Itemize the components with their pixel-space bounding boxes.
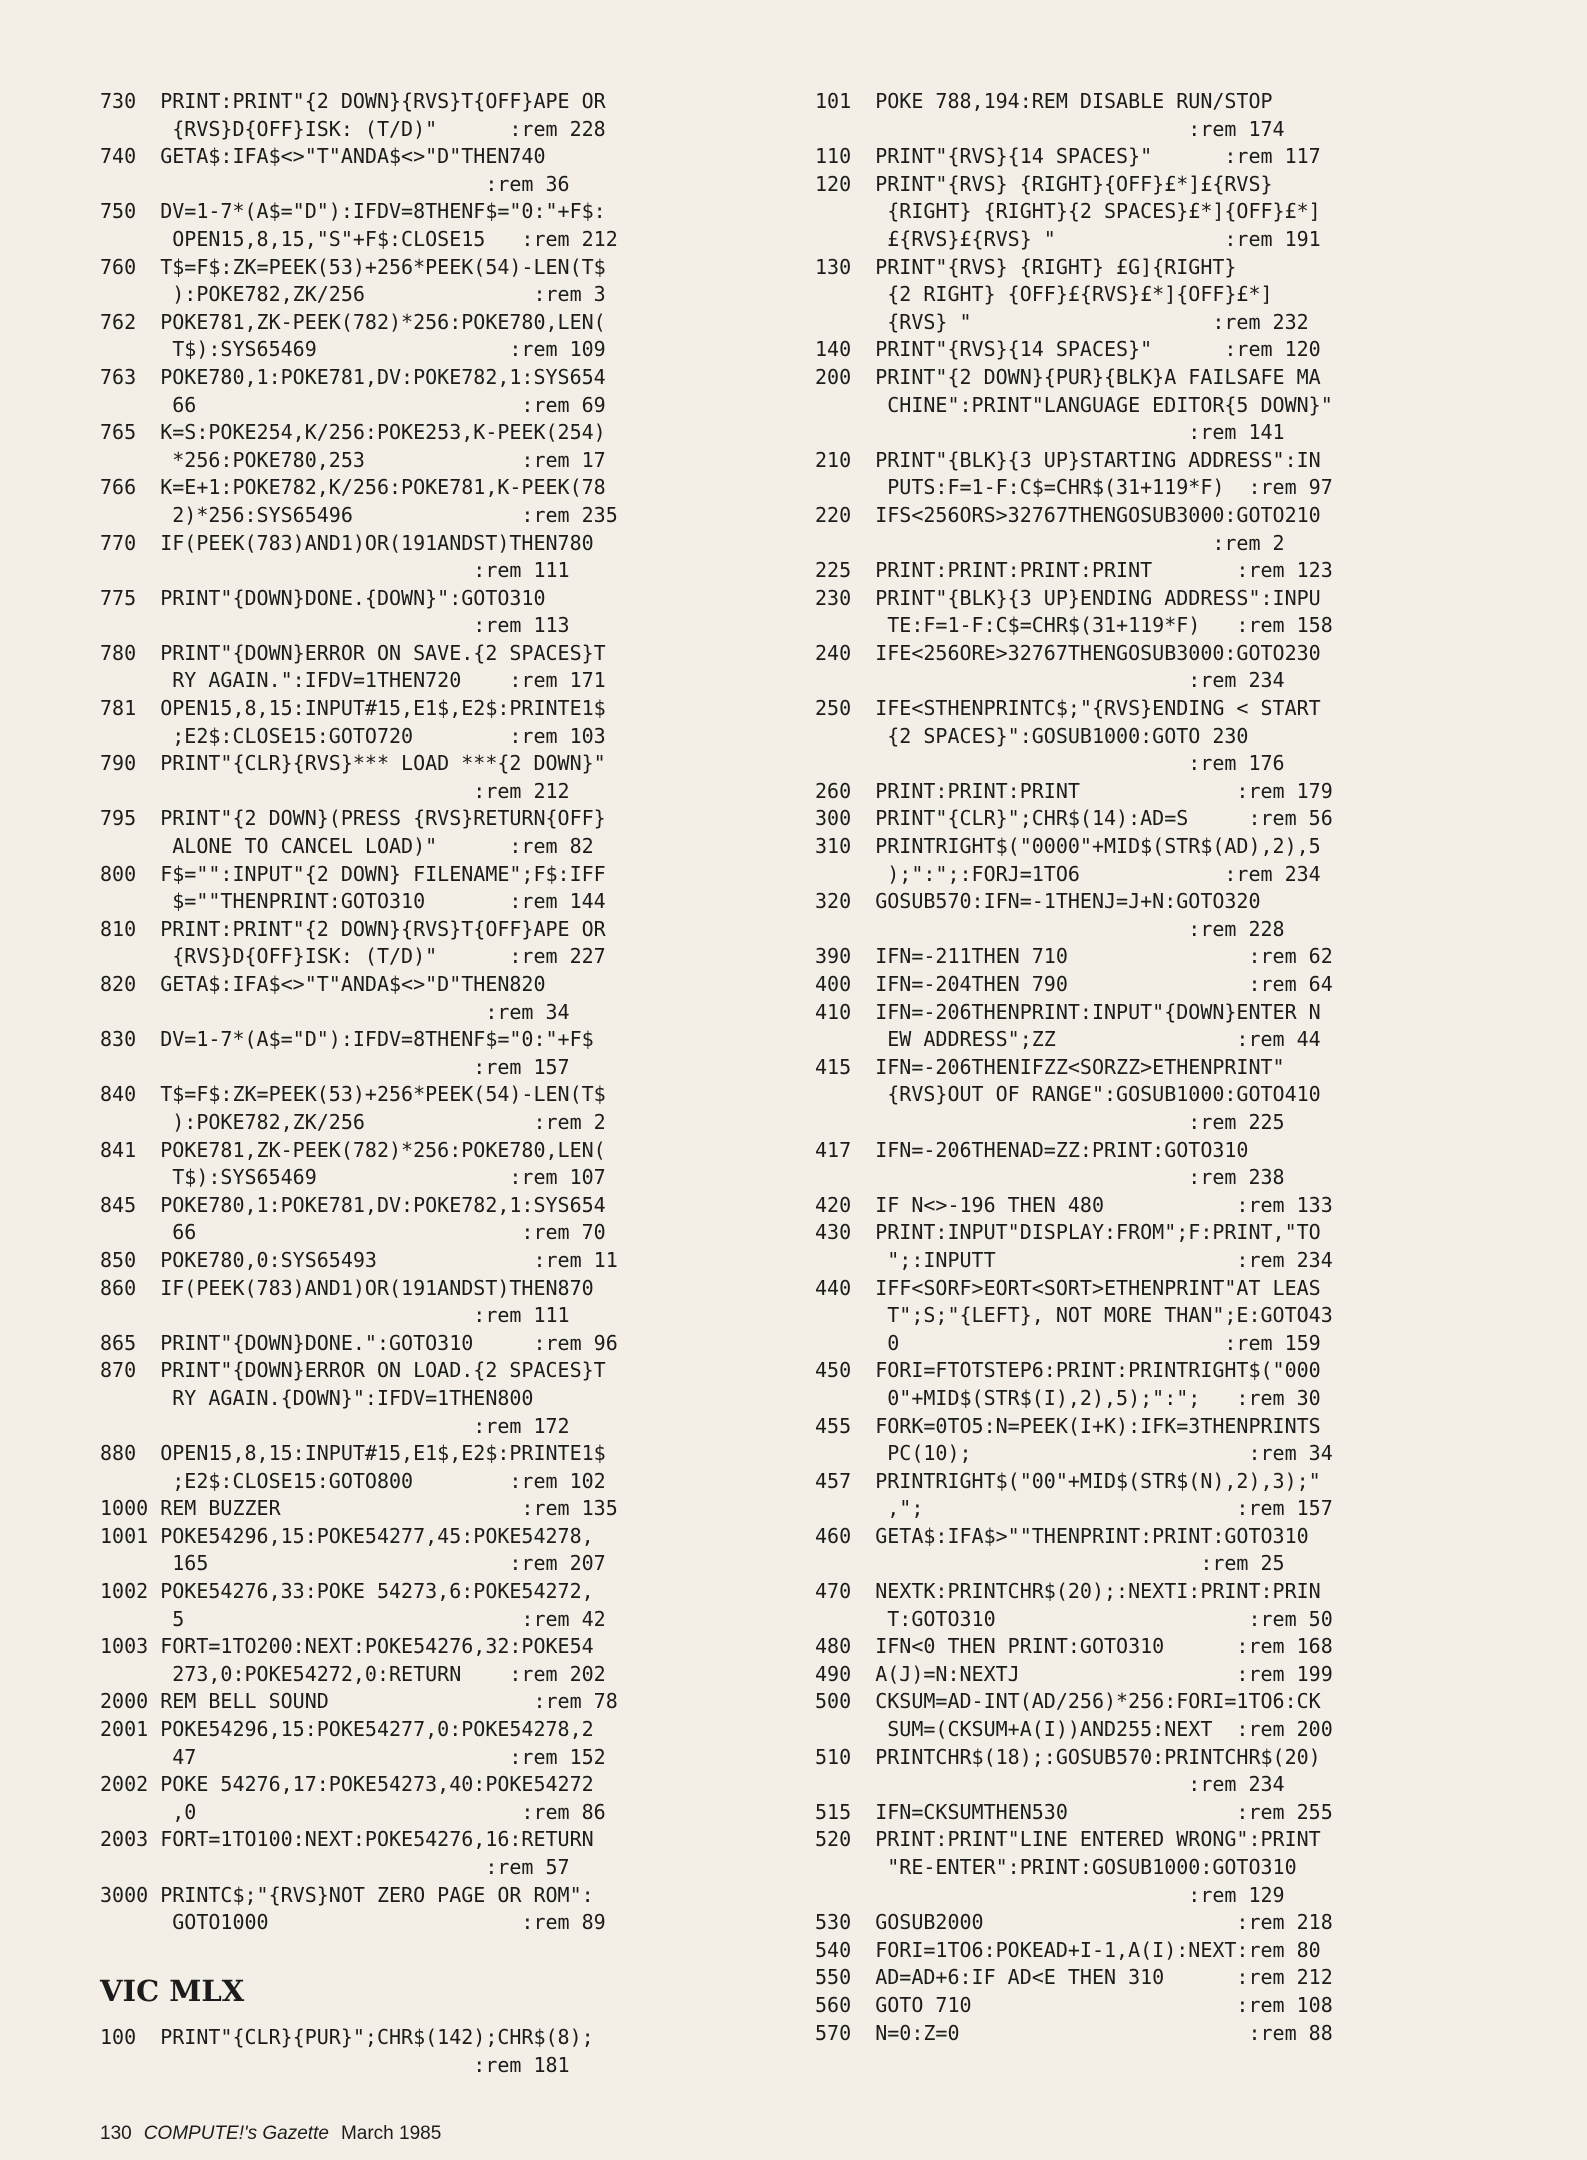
code-line: 550 AD=AD+6:IF AD<E THEN 310 :rem 212 (815, 1965, 1333, 1990)
code-line: 110 PRINT"{RVS}{14 SPACES}" :rem 117 (815, 144, 1321, 169)
code-line: ):POKE782,ZK/256 :rem 3 (100, 282, 606, 307)
vic-mlx-listing (100, 2024, 780, 2079)
code-line: 530 GOSUB2000 :rem 218 (815, 1910, 1333, 1935)
code-line: 300 PRINT"{CLR}";CHR$(14):AD=S :rem 56 (815, 806, 1333, 831)
code-line: 760 T$=F$:ZK=PEEK(53)+256*PEEK(54)-LEN(T$ (100, 254, 606, 279)
code-line: T";S;"{LEFT}, NOT MORE THAN";E:GOTO43 (815, 1303, 1333, 1328)
code-line: 0 :rem 159 (815, 1330, 1321, 1355)
code-line: ";:INPUTT :rem 234 (815, 1247, 1333, 1272)
code-line: 500 CKSUM=AD-INT(AD/256)*256:FORI=1TO6:CK (815, 1689, 1321, 1714)
issue-date: March 1985 (340, 2123, 442, 2144)
code-line: 830 DV=1-7*(A$="D"):IFDV=8THENF$="0:"+F$ (100, 1027, 594, 1052)
section-heading-vic-mlx: VIC MLX (100, 1974, 245, 2008)
code-line: ;E2$:CLOSE15:GOTO800 :rem 102 (100, 1468, 606, 1493)
code-line: 1002 POKE54276,33:POKE 54273,6:POKE54272, (100, 1579, 594, 1604)
code-line: 0"+MID$(STR$(I),2),5);":"; :rem 30 (815, 1385, 1321, 1410)
code-line: 415 IFN=-206THENIFZZ<SORZZ>ETHENPRINT" (815, 1054, 1285, 1079)
code-line: 790 PRINT"{CLR}{RVS}*** LOAD ***{2 DOWN}" (100, 751, 606, 776)
code-line: 2001 POKE54296,15:POKE54277,0:POKE54278,2 (100, 1717, 594, 1742)
code-line: :rem 2 (815, 530, 1285, 555)
code-line: 273,0:POKE54272,0:RETURN :rem 202 (100, 1661, 606, 1686)
code-line: {RVS} " :rem 232 (815, 309, 1309, 334)
code-line: 763 POKE780,1:POKE781,DV:POKE782,1:SYS654 (100, 364, 606, 389)
code-line: T:GOTO310 :rem 50 (815, 1606, 1333, 1631)
code-line: TE:F=1-F:C$=CHR$(31+119*F) :rem 158 (815, 613, 1333, 638)
code-line: :rem 25 (815, 1551, 1285, 1576)
code-line: 470 NEXTK:PRINTCHR$(20);:NEXTI:PRINT:PRIN (815, 1579, 1321, 1604)
code-line: ,0 :rem 86 (100, 1799, 606, 1824)
code-line: :rem 34 (100, 999, 570, 1024)
code-line: 140 PRINT"{RVS}{14 SPACES}" :rem 120 (815, 337, 1321, 362)
code-line: {2 SPACES}":GOSUB1000:GOTO 230 (815, 723, 1249, 748)
code-line: $=""THENPRINT:GOTO310 :rem 144 (100, 889, 606, 914)
code-line: 66 :rem 70 (100, 1220, 606, 1245)
code-line: {RVS}D{OFF}ISK: (T/D)" :rem 228 (100, 116, 606, 141)
code-line: 420 IF N<>-196 THEN 480 :rem 133 (815, 1192, 1333, 1217)
code-line: :rem 111 (100, 1303, 570, 1328)
code-line: 260 PRINT:PRINT:PRINT :rem 179 (815, 778, 1333, 803)
code-line: :rem 181 (100, 2052, 570, 2077)
code-line: 740 GETA$:IFA$<>"T"ANDA$<>"D"THEN740 (100, 144, 546, 169)
code-line: :rem 228 (815, 916, 1285, 941)
code-line: :rem 57 (100, 1855, 570, 1879)
code-line: OPEN15,8,15,"S"+F$:CLOSE15 :rem 212 (100, 226, 618, 251)
code-line: "RE-ENTER":PRINT:GOSUB1000:GOTO310 (815, 1855, 1297, 1879)
code-line: 510 PRINTCHR$(18);:GOSUB570:PRINTCHR$(20) (815, 1744, 1321, 1769)
code-line: 880 OPEN15,8,15:INPUT#15,E1$,E2$:PRINTE1$ (100, 1441, 606, 1466)
code-line: 440 IFF<SORF>EORT<SORT>ETHENPRINT"AT LEAS (815, 1275, 1321, 1300)
code-line: 841 POKE781,ZK-PEEK(782)*256:POKE780,LEN( (100, 1137, 606, 1162)
code-line: 165 :rem 207 (100, 1551, 606, 1576)
code-line: 540 FORI=1TO6:POKEAD+I-1,A(I):NEXT:rem 80 (815, 1937, 1321, 1962)
code-line: :rem 176 (815, 751, 1285, 776)
code-line: *256:POKE780,253 :rem 17 (100, 447, 606, 472)
code-line: 47 :rem 152 (100, 1744, 606, 1769)
code-line: :rem 113 (100, 613, 570, 638)
code-line: 775 PRINT"{DOWN}DONE.{DOWN}":GOTO310 (100, 585, 546, 610)
code-line: 66 :rem 69 (100, 392, 606, 417)
code-line: {RIGHT} {RIGHT}{2 SPACES}£*]{OFF}£*] (815, 199, 1321, 224)
code-line: SUM=(CKSUM+A(I))AND255:NEXT :rem 200 (815, 1717, 1333, 1742)
code-line: 800 F$="":INPUT"{2 DOWN} FILENAME";F$:IFF (100, 861, 606, 886)
code-line: PUTS:F=1-F:C$=CHR$(31+119*F) :rem 97 (815, 475, 1333, 500)
code-line: :rem 212 (100, 778, 570, 803)
code-line: 750 DV=1-7*(A$="D"):IFDV=8THENF$="0:"+F$: (100, 199, 606, 224)
code-line: ,"; :rem 157 (815, 1496, 1333, 1521)
code-line: 240 IFE<256ORE>32767THENGOSUB3000:GOTO230 (815, 640, 1321, 665)
code-line: 310 PRINTRIGHT$("0000"+MID$(STR$(AD),2),5 (815, 834, 1321, 859)
code-line: 430 PRINT:INPUT"DISPLAY:FROM";F:PRINT,"TO (815, 1220, 1321, 1245)
code-line: 765 K=S:POKE254,K/256:POKE253,K-PEEK(254) (100, 420, 606, 445)
code-line: £{RVS}£{RVS} " :rem 191 (815, 226, 1321, 251)
code-line: ):POKE782,ZK/256 :rem 2 (100, 1109, 606, 1134)
code-line: :rem 225 (815, 1109, 1285, 1134)
code-line: 130 PRINT"{RVS} {RIGHT} £G]{RIGHT} (815, 254, 1237, 279)
code-line: 870 PRINT"{DOWN}ERROR ON LOAD.{2 SPACES}T (100, 1358, 606, 1383)
code-line: 1001 POKE54296,15:POKE54277,45:POKE54278, (100, 1523, 594, 1548)
code-line: T$):SYS65469 :rem 109 (100, 337, 606, 362)
code-line: :rem 234 (815, 668, 1285, 693)
code-line: 2003 FORT=1TO100:NEXT:POKE54276,16:RETURN (100, 1827, 594, 1852)
code-line: 865 PRINT"{DOWN}DONE.":GOTO310 :rem 96 (100, 1330, 618, 1355)
code-line: :rem 36 (100, 171, 570, 196)
code-line: 820 GETA$:IFA$<>"T"ANDA$<>"D"THEN820 (100, 972, 546, 996)
code-line: 320 GOSUB570:IFN=-1THENJ=J+N:GOTO320 (815, 889, 1261, 914)
code-line: 5 :rem 42 (100, 1606, 606, 1631)
code-line: EW ADDRESS";ZZ :rem 44 (815, 1027, 1321, 1052)
code-line: 450 FORI=FTOTSTEP6:PRINT:PRINTRIGHT$("000 (815, 1358, 1321, 1383)
code-line: 560 GOTO 710 :rem 108 (815, 1992, 1333, 2017)
code-line: T$):SYS65469 :rem 107 (100, 1165, 606, 1190)
code-line: 850 POKE780,0:SYS65493 :rem 11 (100, 1247, 618, 1272)
code-line: {2 RIGHT} {OFF}£{RVS}£*]{OFF}£*] (815, 282, 1273, 307)
code-line: 220 IFS<256ORS>32767THENGOSUB3000:GOTO210 (815, 502, 1321, 527)
code-line: 230 PRINT"{BLK}{3 UP}ENDING ADDRESS":INPU (815, 585, 1321, 610)
code-line: 417 IFN=-206THENAD=ZZ:PRINT:GOTO310 (815, 1137, 1249, 1162)
code-line: 515 IFN=CKSUMTHEN530 :rem 255 (815, 1799, 1333, 1824)
code-line: PC(10); :rem 34 (815, 1441, 1333, 1466)
code-line: :rem 234 (815, 1772, 1285, 1797)
code-line: 460 GETA$:IFA$>""THENPRINT:PRINT:GOTO310 (815, 1523, 1309, 1548)
code-line: 3000 PRINTC$;"{RVS}NOT ZERO PAGE OR ROM": (100, 1882, 594, 1907)
code-line: 766 K=E+1:POKE782,K/256:POKE781,K-PEEK(78 (100, 475, 606, 500)
code-line: {RVS}OUT OF RANGE":GOSUB1000:GOTO410 (815, 1082, 1321, 1107)
page-footer (100, 2123, 441, 2145)
code-line: );":";:FORJ=1TO6 :rem 234 (815, 861, 1321, 886)
code-line: :rem 238 (815, 1165, 1285, 1190)
code-line: 455 FORK=0TO5:N=PEEK(I+K):IFK=3THENPRINTS (815, 1413, 1321, 1438)
code-line: 781 OPEN15,8,15:INPUT#15,E1$,E2$:PRINTE1$ (100, 696, 606, 721)
code-line: 780 PRINT"{DOWN}ERROR ON SAVE.{2 SPACES}T (100, 640, 606, 665)
code-line: 480 IFN<0 THEN PRINT:GOTO310 :rem 168 (815, 1634, 1333, 1659)
code-line: :rem 141 (815, 420, 1285, 445)
code-line: RY AGAIN.":IFDV=1THEN720 :rem 171 (100, 668, 606, 693)
code-line: :rem 172 (100, 1413, 570, 1438)
publication-name: COMPUTE!'s Gazette (143, 2123, 329, 2144)
code-line: 210 PRINT"{BLK}{3 UP}STARTING ADDRESS":IN (815, 447, 1321, 472)
code-line: 100 PRINT"{CLR}{PUR}";CHR$(142);CHR$(8); (100, 2025, 594, 2049)
code-line: 730 PRINT:PRINT"{2 DOWN}{RVS}T{OFF}APE OR (100, 89, 606, 113)
code-line: RY AGAIN.{DOWN}":IFDV=1THEN800 (100, 1385, 534, 1410)
code-line: 845 POKE780,1:POKE781,DV:POKE782,1:SYS654 (100, 1192, 606, 1217)
code-line: 225 PRINT:PRINT:PRINT:PRINT :rem 123 (815, 558, 1333, 583)
code-line: 410 IFN=-206THENPRINT:INPUT"{DOWN}ENTER N (815, 999, 1321, 1024)
code-line: :rem 129 (815, 1882, 1285, 1907)
code-line: {RVS}D{OFF}ISK: (T/D)" :rem 227 (100, 944, 606, 969)
code-line: CHINE":PRINT"LANGUAGE EDITOR{5 DOWN}" (815, 392, 1333, 417)
code-line: 2)*256:SYS65496 :rem 235 (100, 502, 618, 527)
code-line: 860 IF(PEEK(783)AND1)OR(191ANDST)THEN870 (100, 1275, 594, 1300)
listing-right-column (815, 88, 1495, 2047)
code-line: :rem 174 (815, 116, 1285, 141)
code-line: 570 N=0:Z=0 :rem 88 (815, 2020, 1333, 2045)
listing-left-column (100, 88, 780, 1937)
code-line: 762 POKE781,ZK-PEEK(782)*256:POKE780,LEN( (100, 309, 606, 334)
code-line: 2000 REM BELL SOUND :rem 78 (100, 1689, 618, 1714)
page-number: 130 (100, 2123, 132, 2144)
code-line: :rem 111 (100, 558, 570, 583)
code-line: ALONE TO CANCEL LOAD)" :rem 82 (100, 834, 594, 859)
code-line: 1003 FORT=1TO200:NEXT:POKE54276,32:POKE54 (100, 1634, 594, 1659)
code-line: 200 PRINT"{2 DOWN}{PUR}{BLK}A FAILSAFE MA (815, 364, 1321, 389)
code-line: 457 PRINTRIGHT$("00"+MID$(STR$(N),2),3);" (815, 1468, 1321, 1493)
code-line: 795 PRINT"{2 DOWN}(PRESS {RVS}RETURN{OFF} (100, 806, 606, 831)
code-line: 520 PRINT:PRINT"LINE ENTERED WRONG":PRINT (815, 1827, 1321, 1852)
code-line: :rem 157 (100, 1054, 570, 1079)
code-line: 490 A(J)=N:NEXTJ :rem 199 (815, 1661, 1333, 1686)
code-line: 400 IFN=-204THEN 790 :rem 64 (815, 972, 1333, 996)
code-line: 2002 POKE 54276,17:POKE54273,40:POKE54272 (100, 1772, 594, 1797)
code-line: 101 POKE 788,194:REM DISABLE RUN/STOP (815, 89, 1273, 113)
code-line: 120 PRINT"{RVS} {RIGHT}{OFF}£*]£{RVS} (815, 171, 1273, 196)
code-line: 810 PRINT:PRINT"{2 DOWN}{RVS}T{OFF}APE OR (100, 916, 606, 941)
code-line: ;E2$:CLOSE15:GOTO720 :rem 103 (100, 723, 606, 748)
code-line: GOTO1000 :rem 89 (100, 1910, 606, 1935)
code-line: 250 IFE<STHENPRINTC$;"{RVS}ENDING < START (815, 696, 1321, 721)
code-line: 1000 REM BUZZER :rem 135 (100, 1496, 618, 1521)
code-line: 770 IF(PEEK(783)AND1)OR(191ANDST)THEN780 (100, 530, 594, 555)
code-line: 390 IFN=-211THEN 710 :rem 62 (815, 944, 1333, 969)
code-line: 840 T$=F$:ZK=PEEK(53)+256*PEEK(54)-LEN(T$ (100, 1082, 606, 1107)
